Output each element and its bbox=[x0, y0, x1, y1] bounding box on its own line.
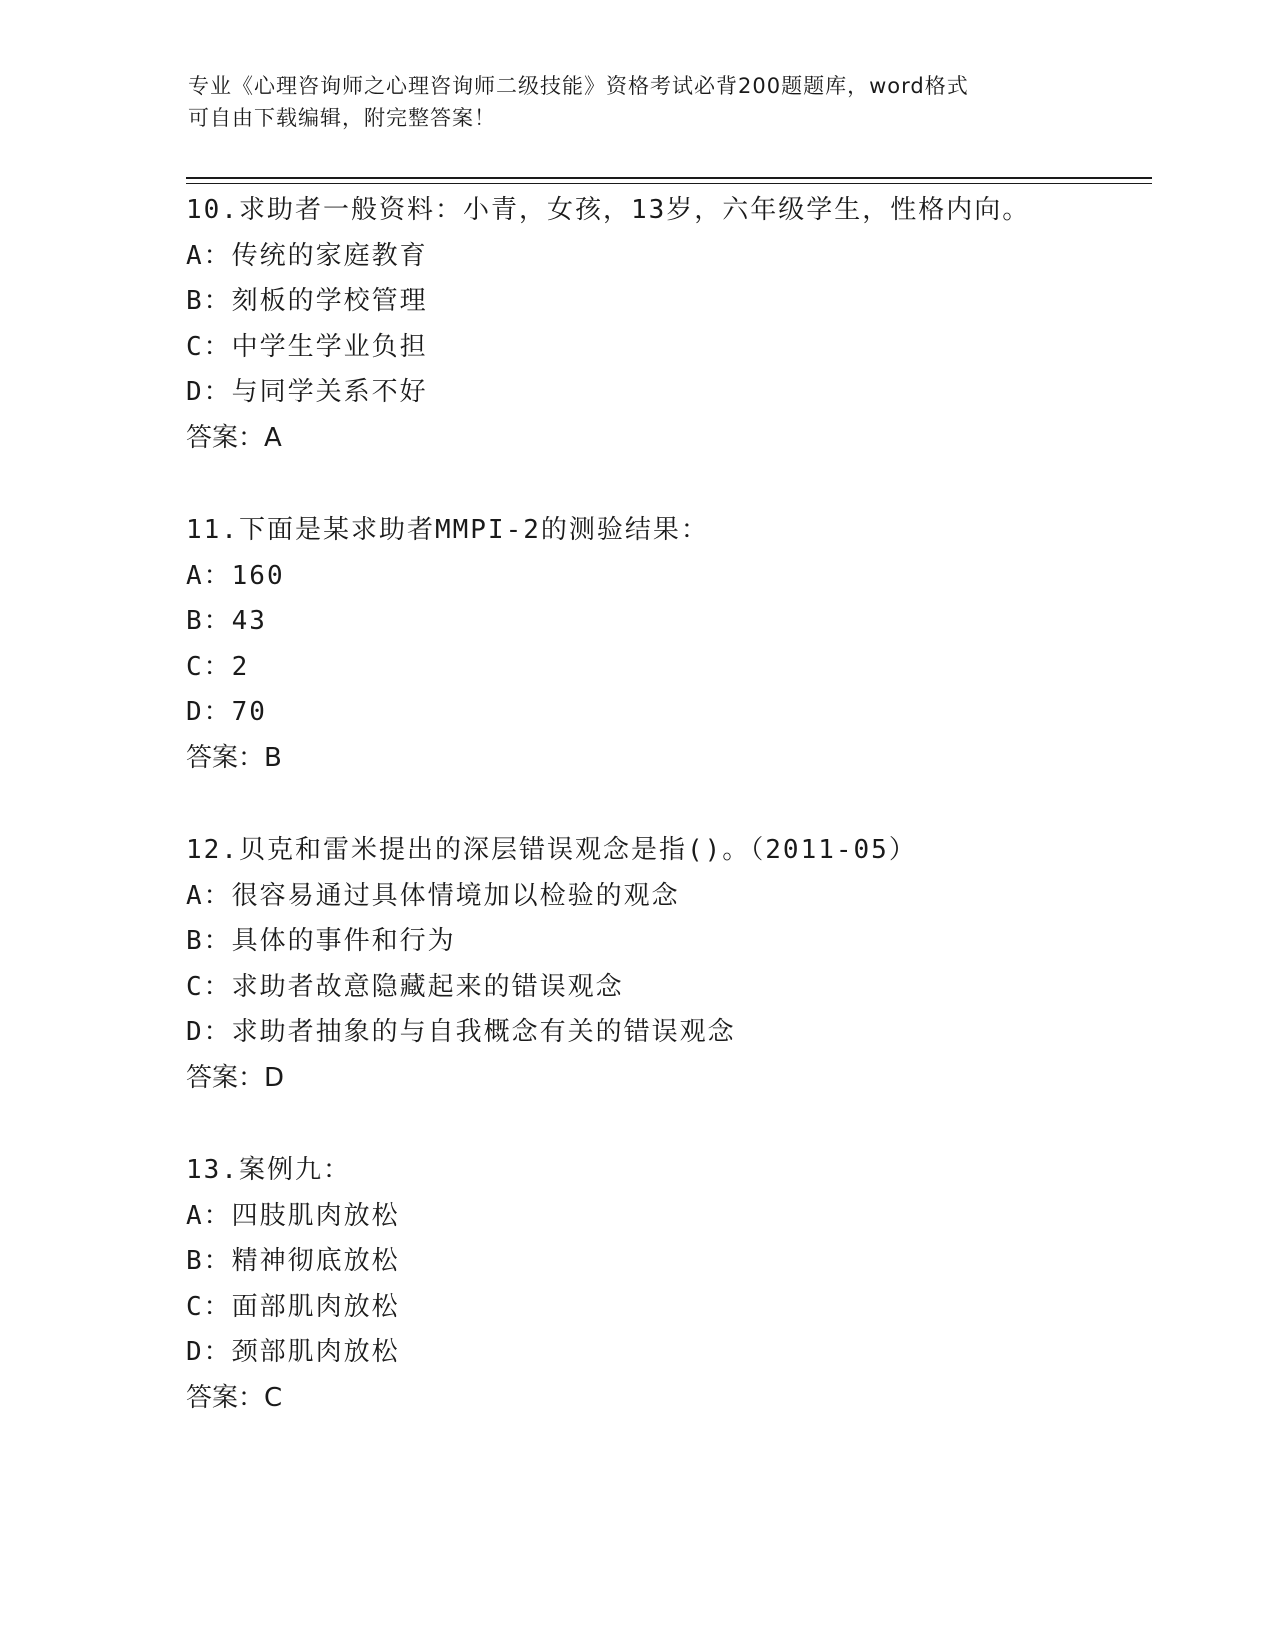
answer-line: 答案：C bbox=[186, 1382, 283, 1413]
question-block bbox=[186, 828, 1166, 1101]
option-d: D：求助者抽象的与自我概念有关的错误观念 bbox=[186, 1017, 736, 1047]
option-d: D：颈部肌肉放松 bbox=[186, 1337, 400, 1367]
option-d: D：70 bbox=[186, 697, 267, 727]
option-b: B：具体的事件和行为 bbox=[186, 926, 456, 956]
option-c: C：求助者故意隐藏起来的错误观念 bbox=[186, 971, 624, 1002]
option-b: B：刻板的学校管理 bbox=[186, 286, 428, 316]
question-stem: 11.下面是某求助者MMPI-2的测验结果： bbox=[186, 515, 709, 545]
question-list bbox=[186, 188, 1166, 1468]
document-header bbox=[188, 70, 1068, 134]
option-a: A：很容易通过具体情境加以检验的观念 bbox=[186, 880, 680, 911]
option-c: C：2 bbox=[186, 651, 250, 682]
option-c: C：中学生学业负担 bbox=[186, 331, 428, 362]
question-stem: 12.贝克和雷米提出的深层错误观念是指()。（2011-05） bbox=[186, 835, 917, 865]
question-block bbox=[186, 1148, 1166, 1421]
option-d: D：与同学关系不好 bbox=[186, 377, 428, 407]
option-a: A：传统的家庭教育 bbox=[186, 240, 428, 271]
option-b: B：43 bbox=[186, 606, 267, 636]
header-divider-thick bbox=[186, 177, 1152, 179]
option-c: C：面部肌肉放松 bbox=[186, 1291, 400, 1322]
option-a: A：160 bbox=[186, 560, 285, 591]
answer-line: 答案：D bbox=[186, 1062, 285, 1093]
question-block bbox=[186, 508, 1166, 781]
header-line-2: 可自由下载编辑，附完整答案！ bbox=[188, 106, 496, 130]
question-block bbox=[186, 188, 1166, 461]
option-a: A：四肢肌肉放松 bbox=[186, 1200, 400, 1231]
header-line-1: 专业《心理咨询师之心理咨询师二级技能》资格考试必背200题题库，word格式 bbox=[188, 74, 969, 98]
question-stem: 10.求助者一般资料：小青，女孩，13岁，六年级学生，性格内向。 bbox=[186, 195, 1031, 225]
option-b: B：精神彻底放松 bbox=[186, 1246, 400, 1276]
header-divider-thin bbox=[186, 183, 1152, 184]
question-stem: 13.案例九： bbox=[186, 1155, 351, 1185]
answer-line: 答案：A bbox=[186, 422, 282, 453]
answer-line: 答案：B bbox=[186, 742, 282, 773]
